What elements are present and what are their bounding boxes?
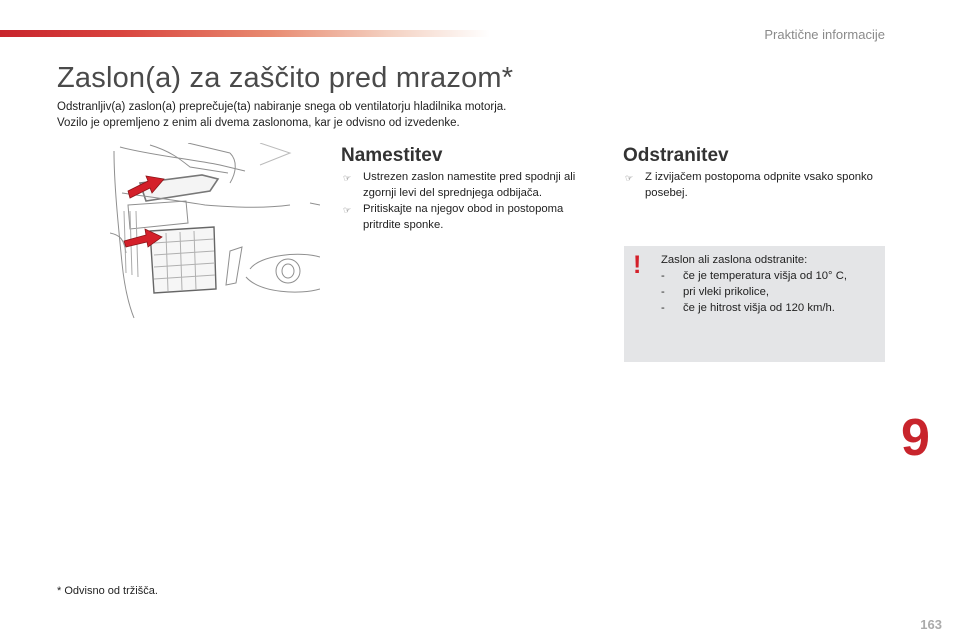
- warning-text: [661, 252, 881, 316]
- remove-title: Odstranitev: [623, 145, 729, 166]
- remove-steps: [623, 169, 873, 201]
- list-item: - pri vleki prikolice,: [661, 286, 770, 298]
- chapter-number: 9: [901, 409, 930, 467]
- section-header: Praktične informacije: [764, 27, 885, 42]
- hand-pointer-icon: ☞: [343, 173, 352, 183]
- bumper-illustration: [110, 143, 320, 321]
- list-item: ☞ Z izvijačem postopoma odpnite vsako sponko posebej.: [625, 171, 873, 199]
- list-item: ☞ Pritiskajte na njegov obod in postopoma pritrdite sponke.: [343, 203, 564, 231]
- install-steps: [341, 169, 601, 233]
- list-item: - če je hitrost višja od 120 km/h.: [661, 302, 835, 314]
- intro-line: Odstranljiv(a) zaslon(a) preprečuje(ta) nabiranje snega ob ventilatorju hladilnika motorja.: [57, 101, 507, 113]
- intro-text: [57, 99, 677, 131]
- footnote: * Odvisno od tržišča.: [57, 585, 158, 597]
- intro-line: Vozilo je opremljeno z enim ali dvema zaslonoma, kar je odvisno od izvedenke.: [57, 117, 460, 129]
- warning-box: [624, 246, 885, 362]
- list-item: - če je temperatura višja od 10° C,: [661, 270, 848, 282]
- page-number: 163: [920, 617, 942, 632]
- install-title: Namestitev: [341, 145, 443, 166]
- hand-pointer-icon: ☞: [343, 205, 352, 215]
- page-title: Zaslon(a) za zaščito pred mrazom*: [57, 62, 514, 94]
- list-item: ☞ Ustrezen zaslon namestite pred spodnji ali zgornji levi del sprednjega odbijača.: [343, 171, 576, 199]
- header-stripe: [0, 30, 490, 37]
- warning-lead: Zaslon ali zaslona odstranite:: [661, 254, 808, 266]
- warning-list: [661, 268, 881, 316]
- exclamation-icon: !: [633, 251, 642, 279]
- hand-pointer-icon: ☞: [625, 173, 634, 183]
